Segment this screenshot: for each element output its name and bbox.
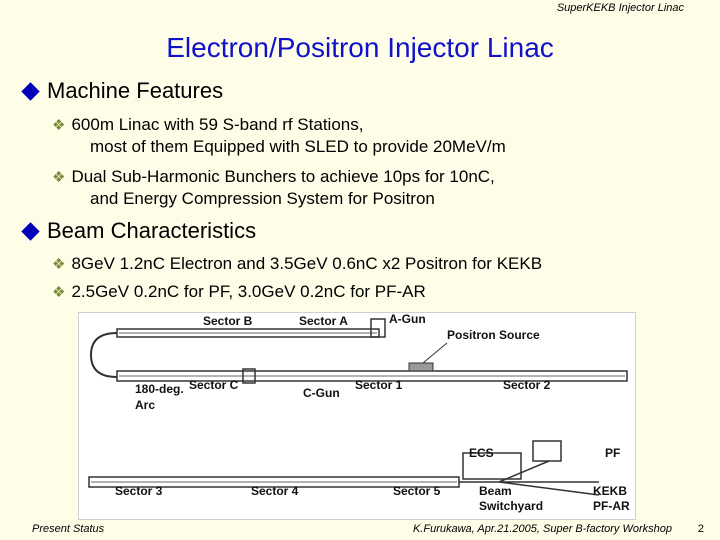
label-sector-3: Sector 3	[115, 484, 163, 498]
label-sector-a: Sector A	[299, 314, 348, 328]
list-item-text: Dual Sub-Harmonic Bunchers to achieve 10ps for 10nC,	[71, 167, 495, 186]
linac-layout-svg	[79, 313, 635, 519]
label-pf-ar: PF-AR	[593, 499, 630, 513]
list-item	[52, 253, 542, 275]
section-heading-beam-characteristics	[20, 218, 256, 244]
label-sector-1: Sector 1	[355, 378, 403, 392]
label-beam-line2: Switchyard	[479, 499, 544, 513]
label-arc-line1: 180-deg.	[135, 382, 184, 396]
footer-left: Present Status	[32, 523, 105, 535]
label-c-gun: C-Gun	[303, 386, 340, 400]
diamond-bullet-icon	[21, 222, 39, 240]
label-pf: PF	[605, 446, 621, 460]
label-a-gun: A-Gun	[389, 313, 426, 326]
diamond-bullet-icon	[21, 82, 39, 100]
footer-right: K.Furukawa, Apr.21.2005, Super B-factory Workshop	[412, 523, 672, 535]
positron-source-block	[409, 363, 433, 371]
list-item	[52, 114, 506, 157]
list-item-text: 8GeV 1.2nC Electron and 3.5GeV 0.6nC x2 Positron for KEKB	[71, 254, 543, 273]
label-sector-4: Sector 4	[251, 484, 299, 498]
list-item-continuation: most of them Equipped with SLED to provide 20MeV/m	[90, 137, 506, 156]
label-beam-line1: Beam	[479, 484, 512, 498]
label-ecs: ECS	[469, 446, 494, 460]
list-item	[52, 166, 495, 209]
section-heading-text: Beam Characteristics	[47, 218, 257, 243]
linac-layout-diagram	[78, 312, 636, 520]
pf-building	[533, 441, 561, 461]
section-heading-machine-features	[20, 78, 223, 104]
list-item-continuation: and Energy Compression System for Positron	[90, 189, 435, 208]
clover-bullet-icon: ❖	[52, 256, 66, 273]
list-item-text: 600m Linac with 59 S-band rf Stations,	[71, 115, 364, 134]
label-kekb: KEKB	[593, 484, 628, 498]
label-sector-c: Sector C	[189, 378, 239, 392]
list-item-text: 2.5GeV 0.2nC for PF, 3.0GeV 0.2nC for PF-AR	[71, 282, 426, 301]
header-label: SuperKEKB Injector Linac	[556, 2, 684, 14]
label-sector-5: Sector 5	[393, 484, 441, 498]
pointer-line	[423, 343, 447, 363]
label-arc-line2: Arc	[135, 398, 156, 412]
a-gun-building	[371, 319, 385, 337]
page-number: 2	[697, 523, 704, 535]
list-item	[52, 281, 426, 303]
label-sector-2: Sector 2	[503, 378, 551, 392]
arc-beamline	[91, 333, 117, 377]
slide-title: Electron/Positron Injector Linac	[166, 32, 554, 63]
clover-bullet-icon: ❖	[52, 117, 66, 134]
footer	[0, 521, 720, 540]
label-sector-b: Sector B	[203, 314, 253, 328]
label-positron-source: Positron Source	[447, 328, 540, 342]
clover-bullet-icon: ❖	[52, 169, 66, 186]
section-heading-text: Machine Features	[47, 78, 224, 103]
clover-bullet-icon: ❖	[52, 284, 66, 301]
